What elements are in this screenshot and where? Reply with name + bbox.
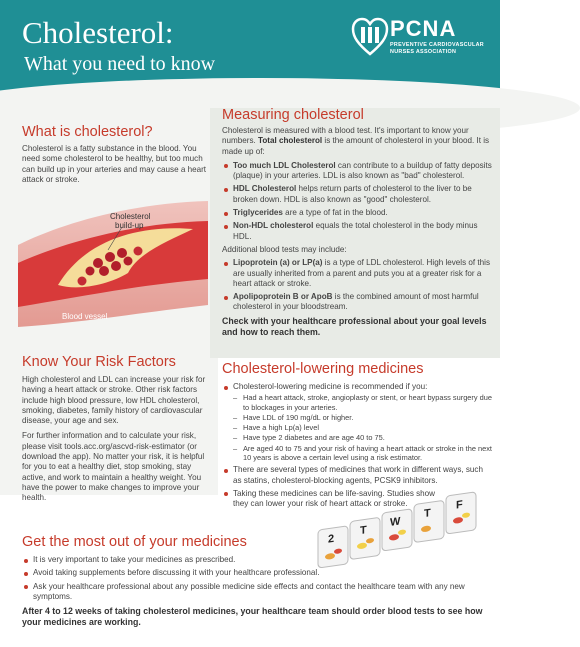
criteria-item: – Have LDL of 190 mg/dL or higher. [233,413,492,422]
list-item: Non-HDL cholesterol equals the total cholesterol in the body minus HDL. [222,221,492,242]
logo-name: PCNA [390,16,457,41]
criteria-item: – Have type 2 diabetes and are age 40 to 75. [233,433,492,442]
medicines-list [22,555,492,602]
criteria-list [233,393,492,462]
logo-line-2: NURSES ASSOCIATION [390,49,457,55]
list-item: Avoid taking supplements before discussing it with your healthcare professional. [22,568,492,578]
blood-vessel-illustration [18,195,208,335]
measuring-intro: Cholesterol is measured with a blood test. It's important to know your numbers. Total cholesterol is the amount of cholesterol in your blood. It is made up of: [222,126,490,156]
list-item: Taking these medicines can be life-saving. Studies show they can lower your risk of heart attack or stroke. [222,489,452,510]
lowering-title: Cholesterol-lowering medicines [222,361,424,377]
list-item: Cholesterol-lowering medicine is recommended if you: – Had a heart attack, stroke, angioplasty or stent, or heart bypass surgery due to blockages in your arteries. – Have LDL of 190 mg/dL or higher. – Have a high Lp(a) level – Have type 2 diabetes and are age 40 to 75. – Are aged 40 to 75 and your risk of having a heart attack or stroke in the next 10 years is above a certain level using a risk estimator. [222,382,492,462]
closing-note: After 4 to 12 weeks of taking cholesterol medicines, your healthcare team should order blood tests to see how your medicines are working. [22,606,483,628]
list-item: Too much LDL Cholesterol can contribute to a buildup of fatty deposits (plaque) in your arteries. LDL is also known as "bad" cholesterol. [222,161,492,182]
list-item: Apolipoprotein B or ApoB is the combined amount of most harmful cholesterol in your bloodstream. [222,292,492,313]
additional-tests-label: Additional blood tests may include: [222,244,347,254]
measuring-section [222,107,492,338]
what-text: Cholesterol is a fatty substance in the blood. You need some cholesterol to be healthy, but too much can build up in your arteries and may cause a heart attack or stroke. [22,144,207,184]
pillbox-label: 2 [328,532,335,546]
what-section [22,124,212,185]
buildup-label-line-1: Cholesterol [110,212,151,221]
risk-paragraph-1: High cholesterol and LDL can increase your risk for having a heart attack or stroke. Other risk factors include high blood pressure, low HDL cholesterol, smoking, diabetes, family history of cardiovascular disease, your age and sex. [22,375,206,426]
risk-section [22,354,212,504]
check-note: Check with your healthcare professional about your goal levels and how to reach them. [222,315,487,337]
heart-logo-icon [352,18,388,56]
risk-paragraph-2: For further information and to calculate your risk, please visit tools.acc.org/ascvd-risk-estimator (or download the app). No matter your risk, it is helpful for you to eat a healthy diet, stop smoking, stay active, and work to maintain a healthy weight. You have the power to make changes to improve your health. [22,431,205,503]
page-subtitle: What you need to know [24,53,216,75]
what-title: What is cholesterol? [22,124,153,140]
medicines-section [22,534,492,628]
criteria-item: – Have a high Lp(a) level [233,423,492,432]
list-item: Lipoprotein (a) or LP(a) is a type of LDL cholesterol. High levels of this are usually inherited from a parent and puts you at a greater risk for a heart attack or stroke. [222,258,492,289]
pillbox-label: T [360,524,367,538]
lowering-section [222,361,492,513]
lowering-list [222,382,492,510]
criteria-item: – Had a heart attack, stroke, angioplasty or stent, or heart bypass surgery due to blockages in your arteries. [233,393,492,412]
page-title: Cholesterol: [22,15,174,50]
additional-tests-list [222,258,492,312]
measuring-list [222,161,492,242]
pillbox-label: W [390,515,401,529]
list-item: HDL Cholesterol helps return parts of cholesterol to the liver to be broken down. HDL is also known as "good" cholesterol. [222,184,492,205]
measuring-title: Measuring cholesterol [222,107,364,123]
medicines-title: Get the most out of your medicines [22,534,247,550]
logo-line-1: PREVENTIVE CARDIOVASCULAR [390,42,484,48]
pillbox-label: T [424,507,431,521]
risk-title: Know Your Risk Factors [22,354,176,370]
criteria-item: – Are aged 40 to 75 and your risk of having a heart attack or stroke in the next 10 years is above a certain level using a risk estimator. [233,444,492,463]
list-item: Triglycerides are a type of fat in the blood. [222,208,492,218]
list-item: There are several types of medicines that work in different ways, such as statins, cholesterol-blocking agents, PCSK9 inhibitors. [222,465,492,486]
header-banner [0,0,500,100]
buildup-label-line-2: build-up [115,221,144,230]
pillbox-label: F [456,498,463,512]
vessel-label: Blood vessel [62,312,108,321]
list-item: It is very important to take your medicines as prescribed. [22,555,492,565]
list-item: Ask your healthcare professional about any possible medicine side effects and contact the healthcare team with any new symptoms. [22,582,492,603]
pcna-logo [352,18,487,60]
